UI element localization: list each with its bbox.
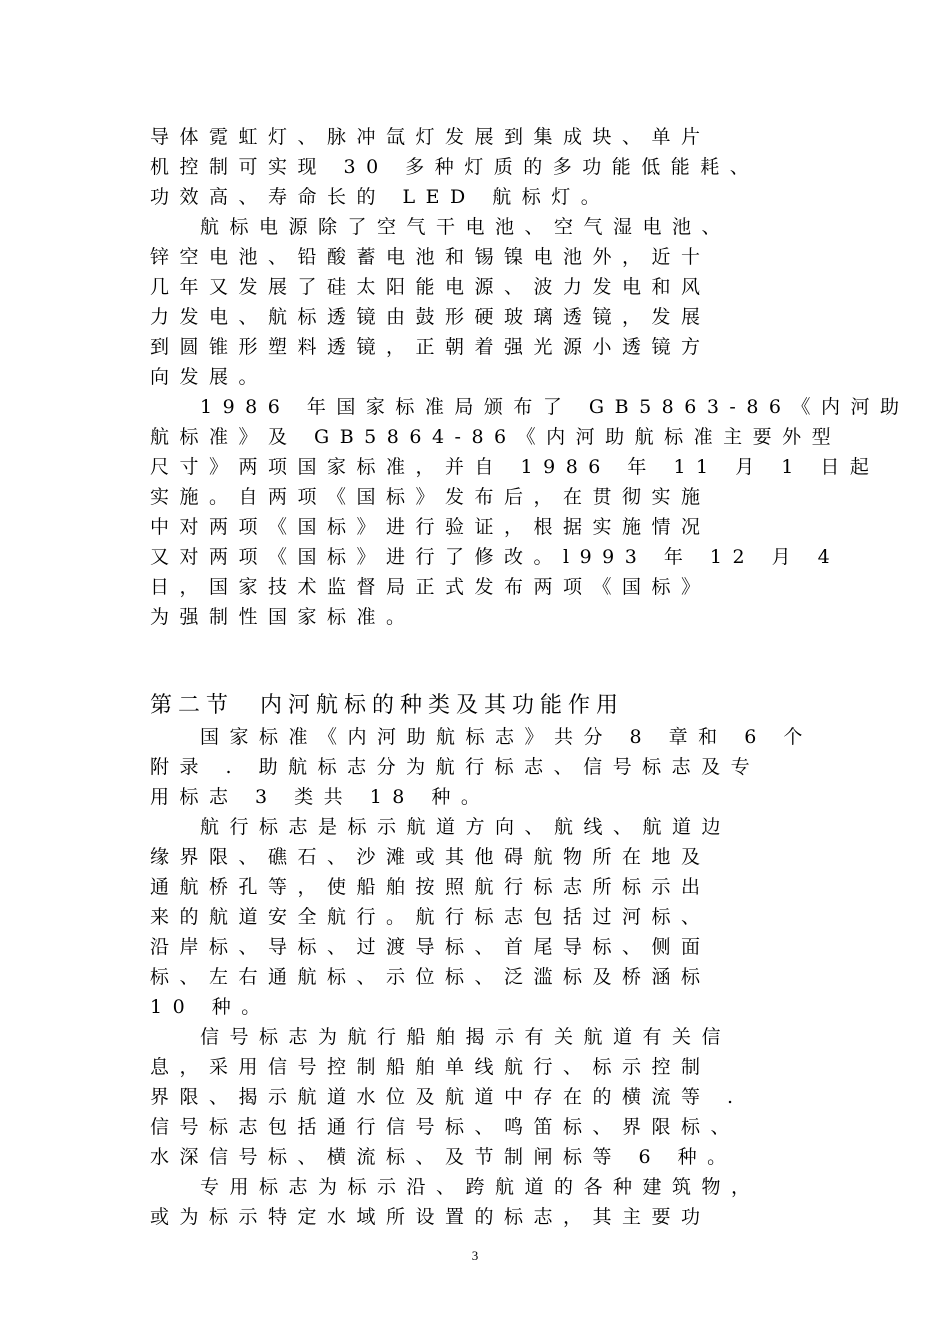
text-line: 导体霓虹灯、脉冲氙灯发展到集成块、单片 <box>150 126 711 148</box>
paragraph-power-supply <box>150 212 790 392</box>
text-line: 息，采用信号控制船舶单线航行、标示控制 <box>150 1056 711 1078</box>
text-line: 到圆锥形塑料透镜，正朝着强光源小透镜方 <box>150 336 711 358</box>
text-line: 力发电、航标透镜由鼓形硬玻璃透镜，发展 <box>150 306 711 328</box>
text-line: 航标准》及 GB5864-86《内河助航标准主要外型 <box>150 426 842 448</box>
text-line: 缘界限、礁石、沙滩或其他碍航物所在地及 <box>150 846 711 868</box>
text-line: 向发展。 <box>150 366 269 388</box>
text-line: 信号标志包括通行信号标、鸣笛标、界限标、 <box>150 1116 741 1138</box>
paragraph-signal-marks <box>150 1022 790 1172</box>
body-text-top <box>150 122 910 632</box>
text-line: 沿岸标、导标、过渡导标、首尾导标、侧面 <box>150 936 711 958</box>
text-line: 1986 年国家标准局颁布了 GB5863-86《内河助 <box>200 396 910 418</box>
text-line: 实施。自两项《国标》发布后，在贯彻实施 <box>150 486 711 508</box>
document-page <box>150 122 910 1232</box>
text-line: 用标志 3 类共 18 种。 <box>150 786 491 808</box>
text-line: 航标电源除了空气干电池、空气湿电池、 <box>200 216 732 238</box>
text-line: 专用标志为标示沿、跨航道的各种建筑物， <box>200 1176 761 1198</box>
section-title: 内河航标的种类及其功能作用 <box>260 693 625 718</box>
text-line: 或为标示特定水域所设置的标志，其主要功 <box>150 1206 711 1228</box>
text-line: 来的航道安全航行。航行标志包括过河标、 <box>150 906 711 928</box>
paragraph-standard-overview <box>150 722 813 812</box>
section-number: 第二节 <box>150 693 235 718</box>
body-text-bottom <box>150 722 813 1232</box>
text-line: 为强制性国家标准。 <box>150 606 416 628</box>
paragraph-national-standards <box>150 392 910 632</box>
text-line: 机控制可实现 30 多种灯质的多功能低能耗、 <box>150 156 760 178</box>
text-line: 附录 . 助航标志分为航行标志、信号标志及专 <box>150 756 761 778</box>
text-line: 航行标志是标示航道方向、航线、航道边 <box>200 816 732 838</box>
text-line: 界限、揭示航道水位及航道中存在的横流等 . <box>150 1086 744 1108</box>
text-line: 又对两项《国标》进行了修改。l993 年 12 月 4 <box>150 546 841 568</box>
text-line: 信号标志为航行船舶揭示有关航道有关信 <box>200 1026 732 1048</box>
paragraph-navigation-marks <box>150 812 790 1022</box>
text-line: 通航桥孔等，使船舶按照航行标志所标示出 <box>150 876 711 898</box>
section-spacer <box>150 632 790 690</box>
text-line: 功效高、寿命长的 LED 航标灯。 <box>150 186 611 208</box>
text-line: 水深信号标、横流标、及节制闸标等 6 种。 <box>150 1146 737 1168</box>
text-line: 几年又发展了硅太阳能电源、波力发电和风 <box>150 276 711 298</box>
paragraph-light-sources <box>150 122 790 212</box>
text-line: 国家标准《内河助航标志》共分 8 章和 6 个 <box>200 726 813 748</box>
text-line: 标、左右通航标、示位标、泛滥标及桥涵标 <box>150 966 711 988</box>
text-line: 锌空电池、铅酸蓄电池和锡镍电池外，近十 <box>150 246 711 268</box>
page-number: 3 <box>471 1248 479 1263</box>
text-line: 尺寸》两项国家标准，并自 1986 年 11 月 1 日起 <box>150 456 880 478</box>
paragraph-special-marks <box>150 1172 790 1232</box>
text-line: 10 种。 <box>150 996 271 1018</box>
text-line: 中对两项《国标》进行验证，根据实施情况 <box>150 516 711 538</box>
section-heading <box>150 690 790 722</box>
text-line: 日，国家技术监督局正式发布两项《国标》 <box>150 576 711 598</box>
